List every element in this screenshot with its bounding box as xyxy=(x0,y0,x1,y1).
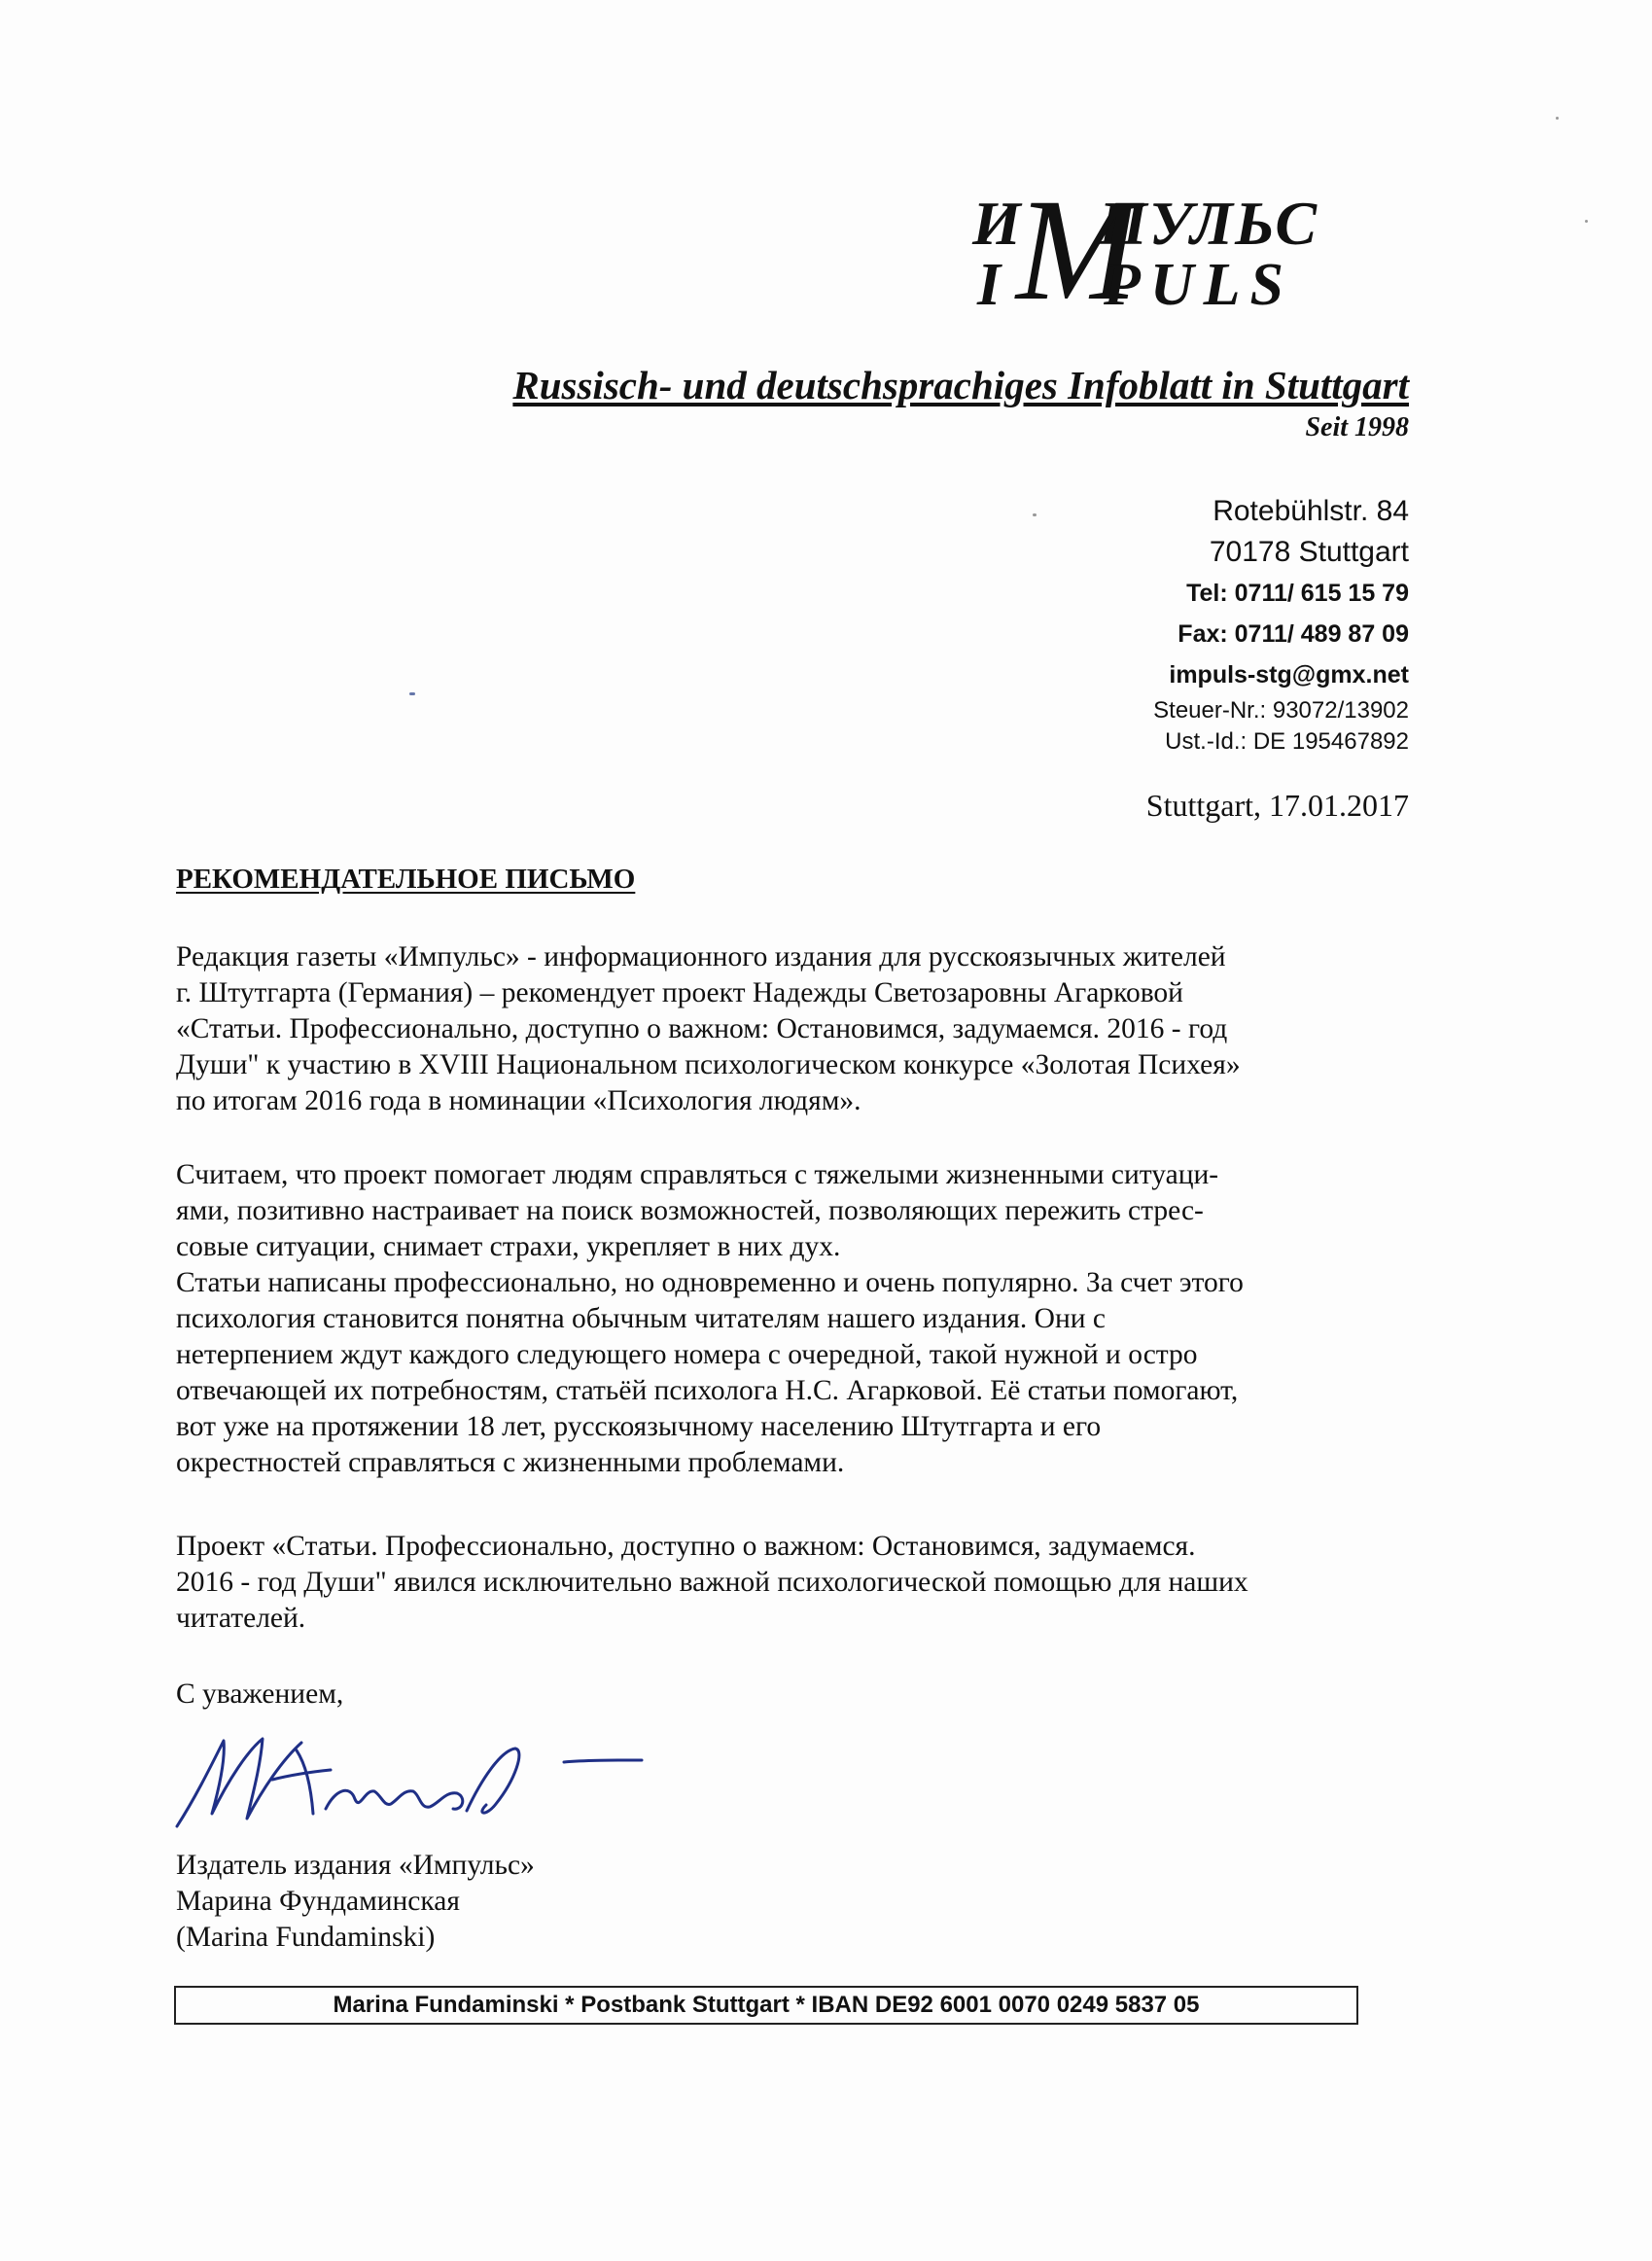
letter-date: Stuttgart, 17.01.2017 xyxy=(1145,788,1409,823)
scan-speck xyxy=(1556,117,1559,120)
logo-cyr-prefix: И xyxy=(972,189,1023,258)
logo-cyr-suffix: ПУЛЬС xyxy=(1099,189,1319,258)
paragraph-3 xyxy=(176,1529,1430,1637)
paragraph-line: Проект «Статьи. Профессионально, доступно о важном: Остановимся, задумаемся. xyxy=(176,1531,1196,1562)
sender-address xyxy=(1153,491,1409,758)
paragraph-line: по итогам 2016 года в номинации «Психология людям». xyxy=(176,1085,861,1116)
address-tel: Tel: 0711/ 615 15 79 xyxy=(1186,580,1409,607)
scan-speck xyxy=(1033,513,1037,516)
paragraph-1 xyxy=(176,939,1430,1119)
publisher-name-de: (Marina Fundaminski) xyxy=(176,1922,436,1953)
address-city: 70178 Stuttgart xyxy=(1209,536,1409,568)
paragraph-line: ями, позитивно настраивает на поиск возможностей, позволяющих пережить стрес- xyxy=(176,1195,1204,1226)
paragraph-line: «Статьи. Профессионально, доступно о важном: Остановимся, задумаемся. 2016 - год xyxy=(176,1013,1228,1044)
paragraph-2 xyxy=(176,1157,1430,1481)
address-ustid: Ust.-Id.: DE 195467892 xyxy=(1165,728,1409,755)
address-steuer: Steuer-Nr.: 93072/13902 xyxy=(1153,697,1409,724)
paragraph-line: читателей. xyxy=(176,1603,306,1634)
paragraph-line: нетерпением ждут каждого следующего номера с очередной, такой нужной и остро xyxy=(176,1339,1198,1370)
publisher-name-ru: Марина Фундаминская xyxy=(176,1886,460,1917)
header-since: Seit 1998 xyxy=(1305,412,1409,442)
publisher-block xyxy=(176,1848,535,1956)
header-tagline: Russisch- und deutschsprachiges Infoblatt in Stuttgart xyxy=(512,363,1409,407)
address-fax: Fax: 0711/ 489 87 09 xyxy=(1177,620,1409,648)
handwritten-signature xyxy=(165,1721,651,1838)
paragraph-line: Считаем, что проект помогает людям справляться с тяжелыми жизненными ситуаци- xyxy=(176,1159,1219,1190)
scan-speck xyxy=(409,692,415,695)
paragraph-line: совые ситуации, снимает страхи, укрепляет в них дух. xyxy=(176,1231,841,1262)
closing-salutation: С уважением, xyxy=(176,1678,344,1710)
scan-speck xyxy=(1585,220,1588,223)
publisher-title: Издатель издания «Импульс» xyxy=(176,1850,535,1881)
address-street: Rotebühlstr. 84 xyxy=(1213,495,1409,527)
paragraph-line: Души" к участию в XVIII Национальном психологическом конкурсе «Золотая Психея» xyxy=(176,1049,1241,1080)
bank-details-box: Marina Fundaminski * Postbank Stuttgart * IBAN DE92 6001 0070 0249 5837 05 xyxy=(174,1986,1358,2025)
paragraph-line: Статьи написаны профессионально, но одновременно и очень популярно. За счет этого xyxy=(176,1267,1244,1298)
logo-lat-prefix: I xyxy=(977,252,1011,318)
paragraph-line: г. Штутгарта (Германия) – рекомендует проект Надежды Светозаровны Агарковой xyxy=(176,977,1183,1008)
paragraph-line: отвечающей их потребностям, статьёй психолога Н.С. Агарковой. Её статьи помогают, xyxy=(176,1375,1239,1406)
letter-heading: РЕКОМЕНДАТЕЛЬНОЕ ПИСЬМО xyxy=(176,864,636,895)
logo-big-m: M xyxy=(1016,169,1138,331)
paragraph-line: 2016 - год Души" явился исключительно важной психологической помощью для наших xyxy=(176,1567,1248,1598)
paragraph-line: Редакция газеты «Импульс» - информационного издания для русскоязычных жителей xyxy=(176,941,1226,972)
address-email: impuls-stg@gmx.net xyxy=(1169,661,1409,689)
logo-lat-suffix: PULS xyxy=(1104,252,1293,318)
impuls-logo xyxy=(958,169,1327,331)
paragraph-line: окрестностей справляться с жизненными проблемами. xyxy=(176,1447,845,1478)
paragraph-line: психология становится понятна обычным читателям нашего издания. Они с xyxy=(176,1303,1106,1334)
paragraph-line: вот уже на протяжении 18 лет, русскоязычному населению Штутгарта и его xyxy=(176,1411,1102,1442)
